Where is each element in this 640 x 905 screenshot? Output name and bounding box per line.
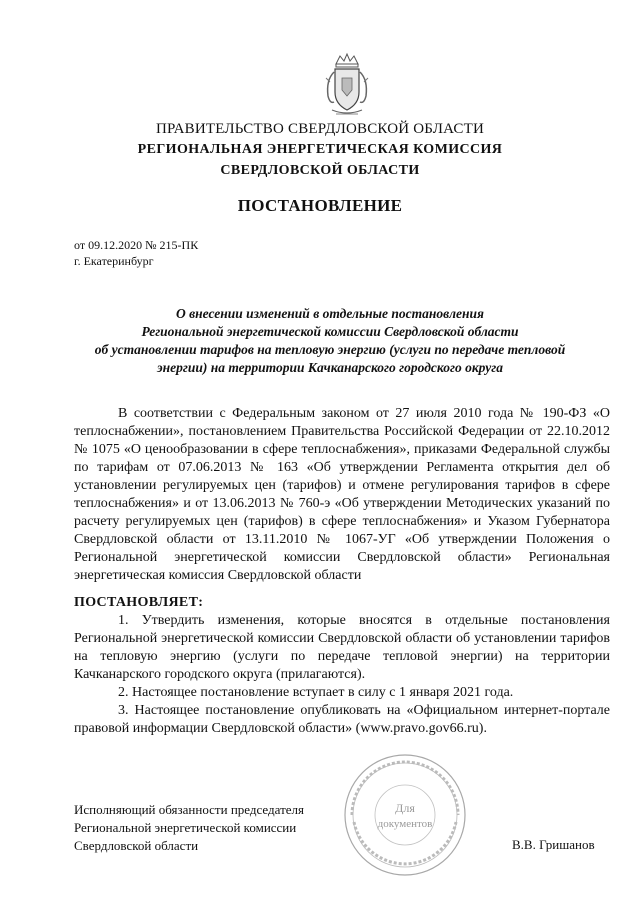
- decree-items: [74, 612, 610, 738]
- signatory-position-line-1: Исполняющий обязанности председателя: [74, 802, 304, 817]
- document-subject: [80, 305, 580, 377]
- decree-item: 3. Настоящее постановление опубликовать на «Официальном интернет-портале правовой информации Свердловской области» (www.pravo.gov66.ru).: [74, 703, 610, 736]
- subject-line: Региональной энергетической комиссии Свердловской области: [141, 324, 519, 339]
- org-name-line-3: СВЕРДЛОВСКОЙ ОБЛАСТИ: [220, 163, 420, 178]
- official-stamp: [340, 750, 470, 880]
- signatory-position-line-2: Региональной энергетической комиссии: [74, 820, 297, 835]
- document-title: ПОСТАНОВЛЕНИЕ: [237, 196, 403, 215]
- decree-item: 1. Утвердить изменения, которые вносятся в отдельные постановления Региональной энергетической комиссии Свердловской области об установлении тарифов на тепловую энергию (услуги по передаче тепловой энергии) на территории Качканарского городского округа (прилагаются).: [74, 613, 610, 682]
- org-name-line-2: РЕГИОНАЛЬНАЯ ЭНЕРГЕТИЧЕСКАЯ КОМИССИЯ: [137, 142, 503, 157]
- coat-of-arms-icon: [322, 52, 372, 118]
- subject-line: об установлении тарифов на тепловую энергию (услуги по передаче тепловой: [94, 342, 566, 357]
- signatory-name: В.В. Гришанов: [512, 837, 595, 852]
- signatory-block: [74, 801, 304, 855]
- document-date-number: от 09.12.2020 № 215-ПК: [74, 238, 199, 252]
- document-city: г. Екатеринбург: [74, 254, 154, 268]
- subject-line: энергии) на территории Качканарского городского округа: [157, 360, 503, 375]
- subject-line: О внесении изменений в отдельные постановления: [175, 306, 485, 321]
- decree-item: 2. Настоящее постановление вступает в силу с 1 января 2021 года.: [118, 685, 514, 700]
- svg-text:документов: документов: [377, 818, 433, 830]
- preamble-paragraph: В соответствии с Федеральным законом от 27 июля 2010 года № 190-ФЗ «О теплоснабжении», постановлением Правительства Российской Федерации от 22.10.2012 № 1075 «О ценообразовании в сфере теплоснабжения», приказами Федеральной службы по тарифам от 07.06.2013 № 163 «Об утверждении Регламента открытия дел об установлении регулируемых цен (тарифов) и отмене регулирования тарифов в сфере теплоснабжения» и от 13.06.2013 № 760-э «Об утверждении Методических указаний по расчету регулируемых цен (тарифов) в сфере теплоснабжения» и Указом Губернатора Свердловской области от 13.11.2010 № 1067-УГ «Об утверждении Положения о Региональной энергетической комиссии Свердловской области» Региональная энергетическая комиссия Свердловской области: [74, 406, 610, 583]
- org-name-line-1: ПРАВИТЕЛЬСТВО СВЕРДЛОВСКОЙ ОБЛАСТИ: [155, 121, 485, 137]
- signatory-position-line-3: Свердловской области: [74, 838, 199, 853]
- decree-heading: ПОСТАНОВЛЯЕТ:: [74, 595, 204, 610]
- svg-text:Для: Для: [395, 801, 415, 815]
